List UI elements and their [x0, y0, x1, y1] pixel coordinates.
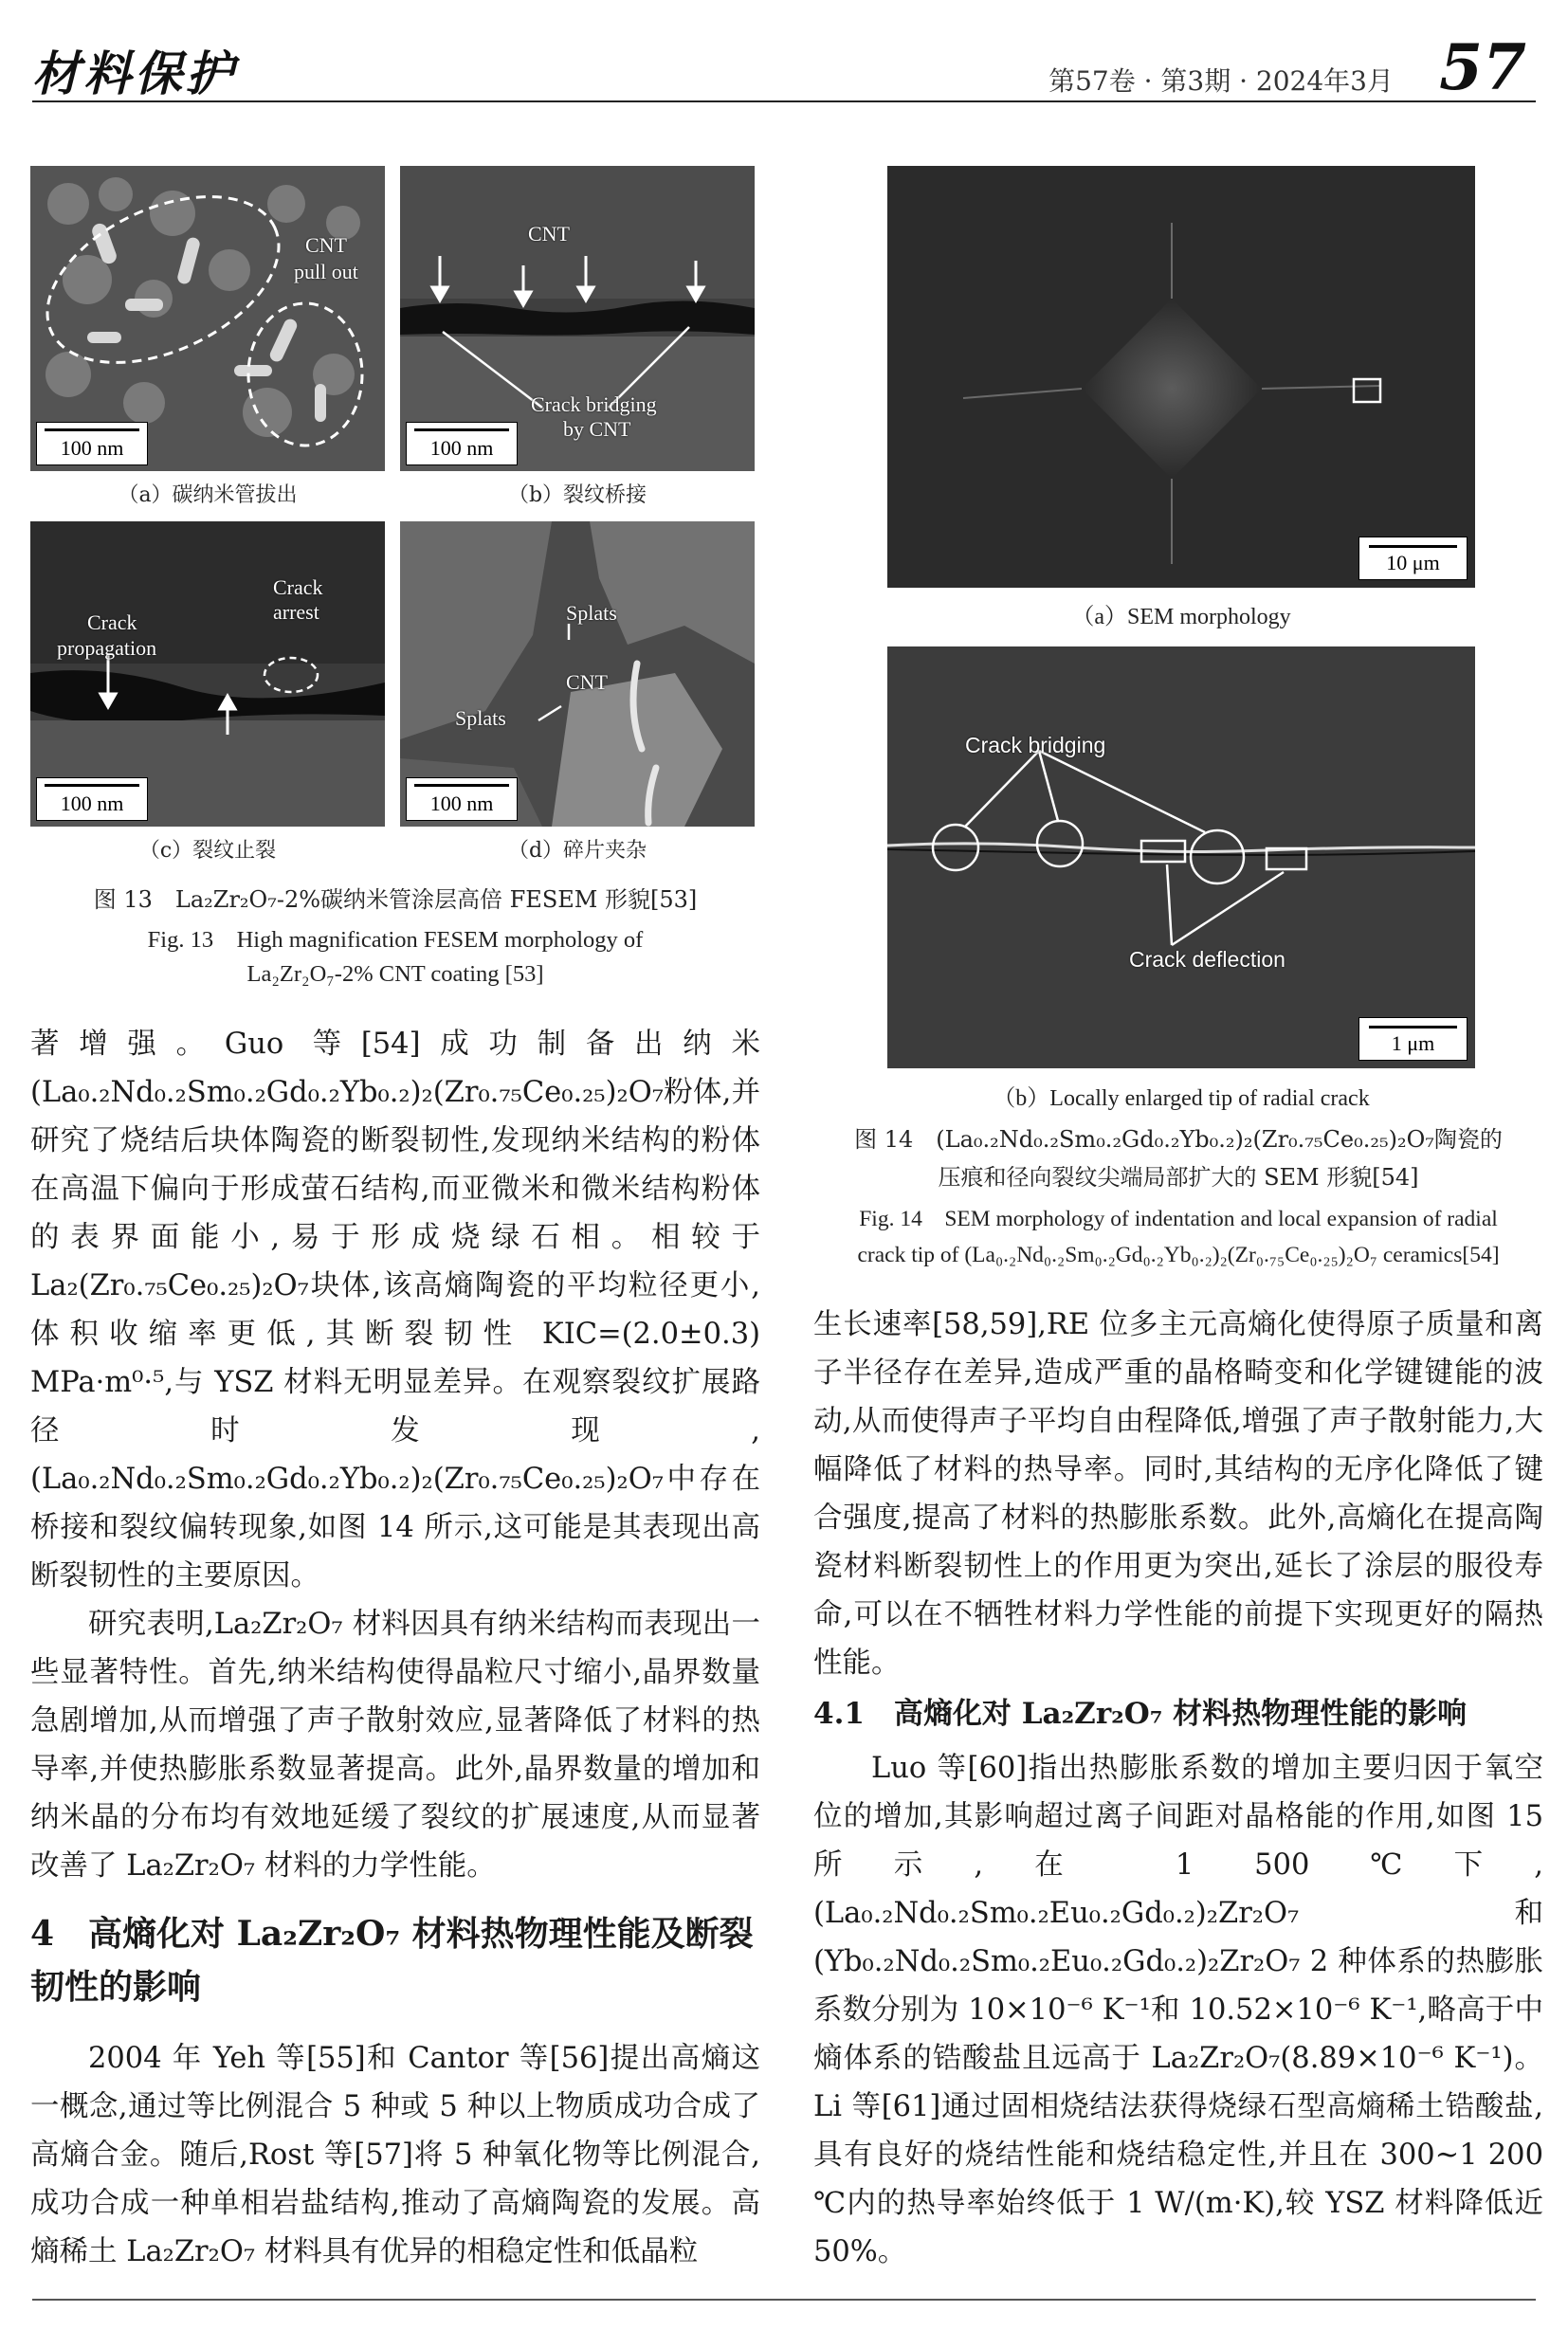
fig13-panel-b — [400, 166, 755, 471]
right-column — [813, 0, 1543, 2330]
issue-info: 第57卷 · 第3期 · 2024年3月 — [1048, 65, 1394, 97]
fig13c-label-propagation: propagation — [57, 636, 157, 660]
fig13a-label-cnt: CNT — [305, 233, 347, 257]
section-4-heading: 4 高熵化对 La₂Zr₂O₇ 材料热物理性能及断裂韧性的影响 — [30, 1914, 754, 2007]
right-paragraph-2: Luo 等[60]指出热膨胀系数的增加主要归因于氧空位的增加,其影响超过离子间距对晶格能的作用,如图 15 所示,在 1 500 ℃下,(La₀.₂Nd₀.₂Sm₀.₂Eu₀.₂Gd₀.₂)₂Zr₂O₇和(Yb₀.₂Nd₀.₂Sm₀.₂Eu₀.₂Gd₀.₂)₂Zr₂O₇ 2 种体系的热膨胀系数分别为 10×10⁻⁶ K⁻¹和 10.52×10⁻⁶ K⁻¹,略高于中熵体系的锆酸盐且远高于 La₂Zr₂O₇(8.89×10⁻⁶ K⁻¹)。Li 等[61]通过固相烧结法获得烧绿石型高熵稀土锆酸盐,具有良好的烧结性能和烧结稳定性,并且在 300~1 200 ℃内的热导率始终低于 1 W/(m·K),较 YSZ 材料降低近 50%。 — [813, 1752, 1543, 2268]
fig13-caption-cn: 图 13 La₂Zr₂O₇-2%碳纳米管涂层高倍 FESEM 形貌[53] — [93, 886, 698, 913]
fig14b-image — [887, 646, 1475, 1068]
fig14-panel-b — [887, 646, 1475, 1068]
fig13c-label-arrest: arrest — [273, 600, 319, 624]
fig13-panel-d — [400, 521, 755, 827]
section-4-1-heading: 4.1 高熵化对 La₂Zr₂O₇ 材料热物理性能的影响 — [813, 1697, 1468, 1731]
fig13-caption-en-2: La₂Zr₂O₇-2% CNT coating [53] — [246, 961, 544, 987]
fig13-panel-a — [30, 166, 385, 471]
fig14a-scalebar: 10 μm — [1358, 537, 1468, 580]
fig13-panel-c — [30, 521, 385, 827]
fig13b-label-bycnt: by CNT — [563, 417, 631, 441]
page-number: 57 — [1439, 30, 1526, 104]
fig13d-caption: （d）碎片夹杂 — [507, 839, 647, 863]
fig14a-caption: （a）SEM morphology — [1071, 605, 1291, 629]
left-column — [30, 0, 760, 2330]
fig14-caption-en-2: crack tip of (La₀.₂Nd₀.₂Sm₀.₂Gd₀.₂Yb₀.₂)₂(Zr₀.₇₅Ce₀.₂₅)₂O₇ ceramics[54] — [857, 1243, 1500, 1267]
fig13d-label-splats-top: Splats — [566, 601, 617, 625]
fig13c-label-crack2: Crack — [273, 575, 323, 599]
left-paragraph-1: 著增强。Guo 等[54]成功制备出纳米(La₀.₂Nd₀.₂Sm₀.₂Gd₀.₂Yb₀.₂)₂(Zr₀.₇₅Ce₀.₂₅)₂O₇粉体,并研究了烧结后块体陶瓷的断裂韧性,发现纳米结构的粉体在高温下偏向于形成萤石结构,而亚微米和微米结构粉体的表界面能小,易于形成烧绿石相。相较于 La₂(Zr₀.₇₅Ce₀.₂₅)₂O₇块体,该高熵陶瓷的平均粒径更小,体积收缩率更低,其断裂韧性 KIC=(2.0±0.3) MPa·m⁰·⁵,与 YSZ 材料无明显差异。在观察裂纹扩展路径时发现,(La₀.₂Nd₀.₂Sm₀.₂Gd₀.₂Yb₀.₂)₂(Zr₀.₇₅Ce₀.₂₅)₂O₇中存在桥接和裂纹偏转现象,如图 14 所示,这可能是其表现出高断裂韧性的主要原因。 — [30, 1028, 760, 1593]
fig14-caption-cn-1: 图 14 (La₀.₂Nd₀.₂Sm₀.₂Gd₀.₂Yb₀.₂)₂(Zr₀.₇₅Ce₀.₂₅)₂O₇陶瓷的 — [854, 1126, 1503, 1153]
left-text — [30, 1020, 760, 2276]
fig13a-scalebar: 100 nm — [36, 422, 148, 465]
fig14b-caption: （b）Locally enlarged tip of radial crack — [993, 1086, 1370, 1111]
fig14a-image — [887, 166, 1475, 588]
fig14b-label-deflection: Crack deflection — [1129, 947, 1285, 972]
right-paragraph-1: 生长速率[58,59],RE 位多主元高熵化使得原子质量和离子半径存在差异,造成严重的晶格畸变和化学键键能的波动,从而使得声子平均自由程降低,增强了声子散射能力,大幅降低了材料的热导率。同时,其结构的无序化降低了键合强度,提高了材料的热膨胀系数。此外,高熵化在提高陶瓷材料断裂韧性上的作用更为突出,延长了涂层的服役寿命,可以在不牺牲材料力学性能的前提下实现更好的隔热性能。 — [813, 1308, 1543, 1680]
fig13a-caption: （a）碳纳米管拔出 — [118, 483, 298, 507]
fig13c-caption: （c）裂纹止裂 — [138, 839, 277, 863]
fig14b-label-bridging: Crack bridging — [965, 733, 1106, 757]
fig13b-scalebar: 100 nm — [406, 422, 518, 465]
fig14-panel-a — [887, 166, 1475, 588]
journal-title: 材料保护 — [32, 46, 237, 101]
fig13d-scalebar: 100 nm — [406, 777, 518, 821]
fig13c-label-crack: Crack — [87, 610, 137, 634]
left-paragraph-2: 研究表明,La₂Zr₂O₇ 材料因具有纳米结构而表现出一些显著特性。首先,纳米结构使得晶粒尺寸缩小,晶界数量急剧增加,从而增强了声子散射效应,显著降低了材料的热导率,并使热膨胀系数显著提高。此外,晶界数量的增加和纳米晶的分布均有效地延缓了裂纹的扩展速度,从而显著改善了 La₂Zr₂O₇ 材料的力学性能。 — [30, 1608, 760, 1883]
right-text — [813, 1301, 1543, 2276]
fig13-caption-en-1: Fig. 13 High magnification FESEM morphology of — [147, 927, 644, 953]
fig14b-scalebar: 1 μm — [1358, 1017, 1468, 1061]
fig13b-caption: （b）裂纹桥接 — [507, 483, 647, 507]
fig14-caption-cn-2: 压痕和径向裂纹尖端局部扩大的 SEM 形貌[54] — [938, 1164, 1419, 1191]
fig13d-label-cnt: CNT — [566, 670, 608, 694]
fig13a-label-pullout: pull out — [294, 260, 358, 283]
fig14-caption-en-1: Fig. 14 SEM morphology of indentation and local expansion of radial — [859, 1207, 1498, 1231]
fig13c-scalebar: 100 nm — [36, 777, 148, 821]
fig13b-label-bridging: Crack bridging — [531, 392, 657, 416]
footer-rule — [32, 2299, 1536, 2301]
fig13d-label-splats-bottom: Splats — [455, 706, 506, 730]
fig13b-label-cnt: CNT — [528, 222, 570, 246]
left-paragraph-3: 2004 年 Yeh 等[55]和 Cantor 等[56]提出高熵这一概念,通过等比例混合 5 种或 5 种以上物质成功合成了高熵合金。随后,Rost 等[57]将 5 种氧化物等比例混合,成功合成一种单相岩盐结构,推动了高熵陶瓷的发展。高熵稀土 La₂Zr₂O₇ 材料具有优异的相稳定性和低晶粒 — [30, 2042, 760, 2268]
